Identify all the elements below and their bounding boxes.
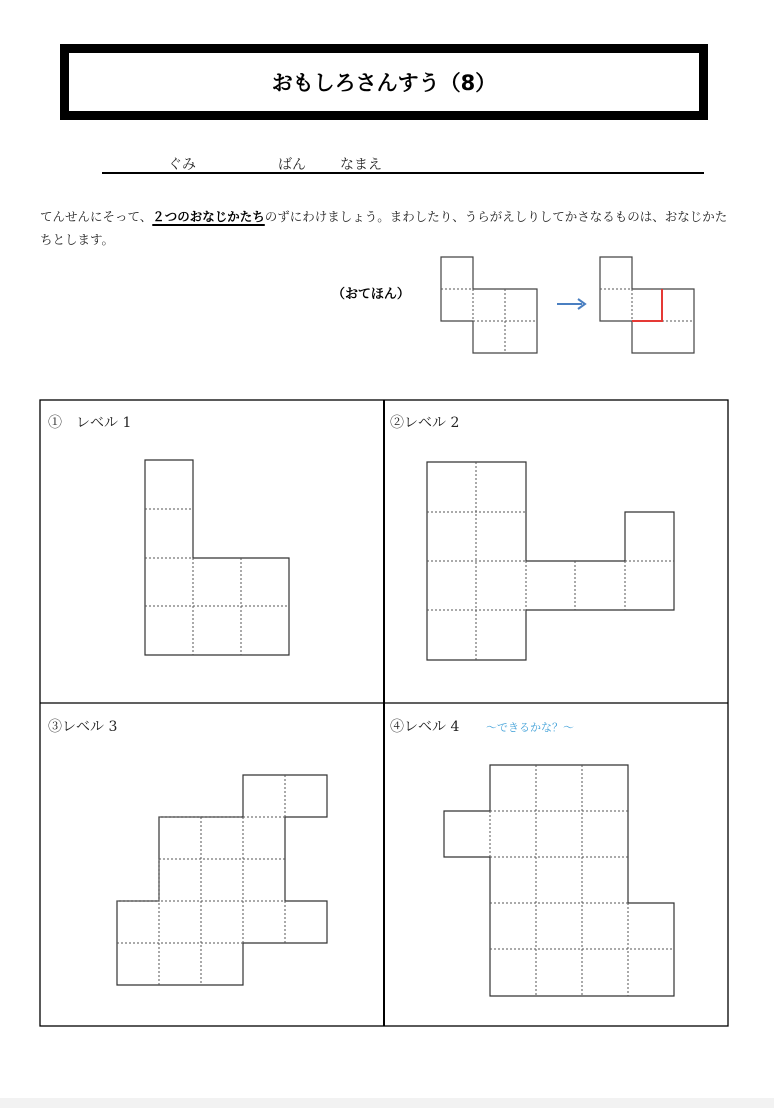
- ban-label: ばん: [278, 157, 306, 173]
- panel-4-hint: ～できるかな？～: [486, 721, 574, 734]
- panel-4-label: ④レベル 4: [390, 719, 460, 735]
- panel-3-label: ③レベル 3: [48, 719, 118, 735]
- kumi-label: ぐみ: [168, 157, 196, 173]
- instructions-emphasis: ２つのおなじかたち: [152, 209, 265, 224]
- example-label: （おてほん）: [332, 287, 410, 302]
- namae-label: なまえ: [340, 157, 382, 173]
- panel-2-label: ②レベル 2: [390, 415, 460, 431]
- instructions-after: のずにわけましょう。まわしたり、うらがえしりしてかさなるものは、おなじかたちとします。: [40, 209, 728, 247]
- panel-1-label: ① レベル 1: [48, 415, 132, 431]
- page-footer-bar: [0, 1098, 774, 1108]
- instructions-before: てんせんにそって、: [40, 209, 153, 224]
- worksheet-title: おもしろさんすう（8）: [60, 44, 708, 120]
